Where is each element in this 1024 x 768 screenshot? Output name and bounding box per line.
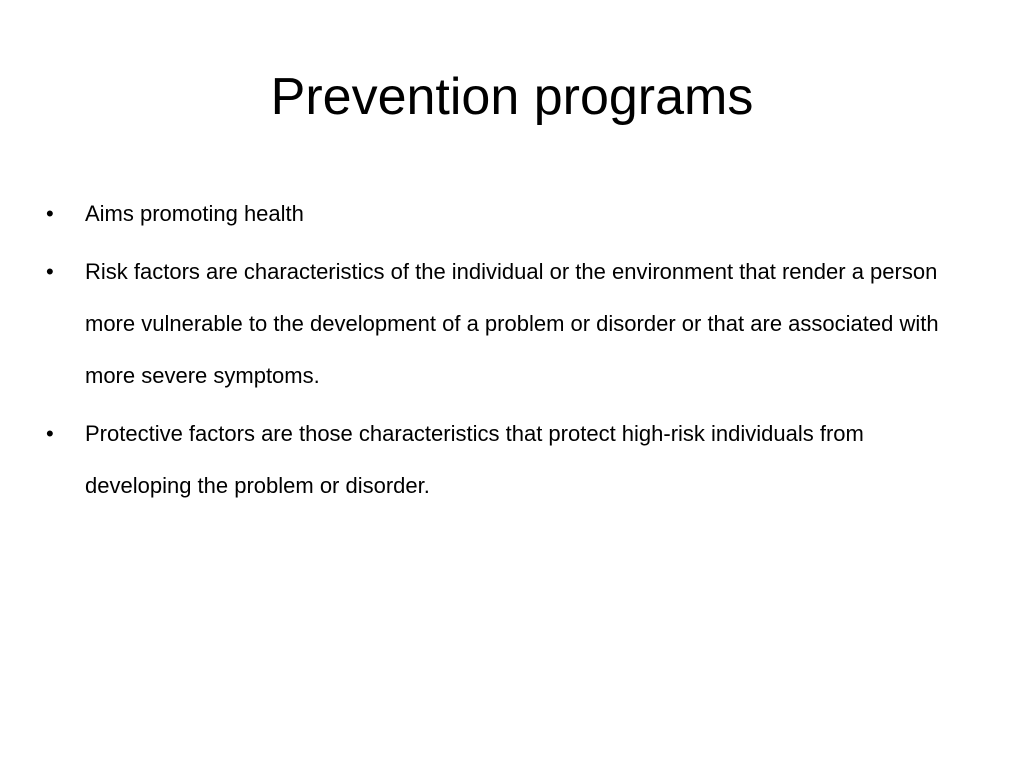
bullet-dot-icon: • — [46, 421, 54, 446]
bullet-dot-icon: • — [46, 201, 54, 226]
bullet-text: Aims promoting health — [85, 201, 304, 226]
bullet-dot-icon: • — [46, 259, 54, 284]
bullet-text: Protective factors are those characteristics that protect high-risk individuals from developing the problem or disorder. — [85, 421, 864, 498]
bullet-item — [46, 196, 976, 232]
bullet-item — [46, 246, 976, 402]
bullet-text: Risk factors are characteristics of the individual or the environment that render a person more vulnerable to the development of a problem or disorder or that are associated with more severe symptoms. — [85, 259, 939, 388]
bullet-item — [46, 408, 976, 512]
bullet-list — [46, 196, 976, 518]
slide-title: Prevention programs — [270, 68, 754, 126]
